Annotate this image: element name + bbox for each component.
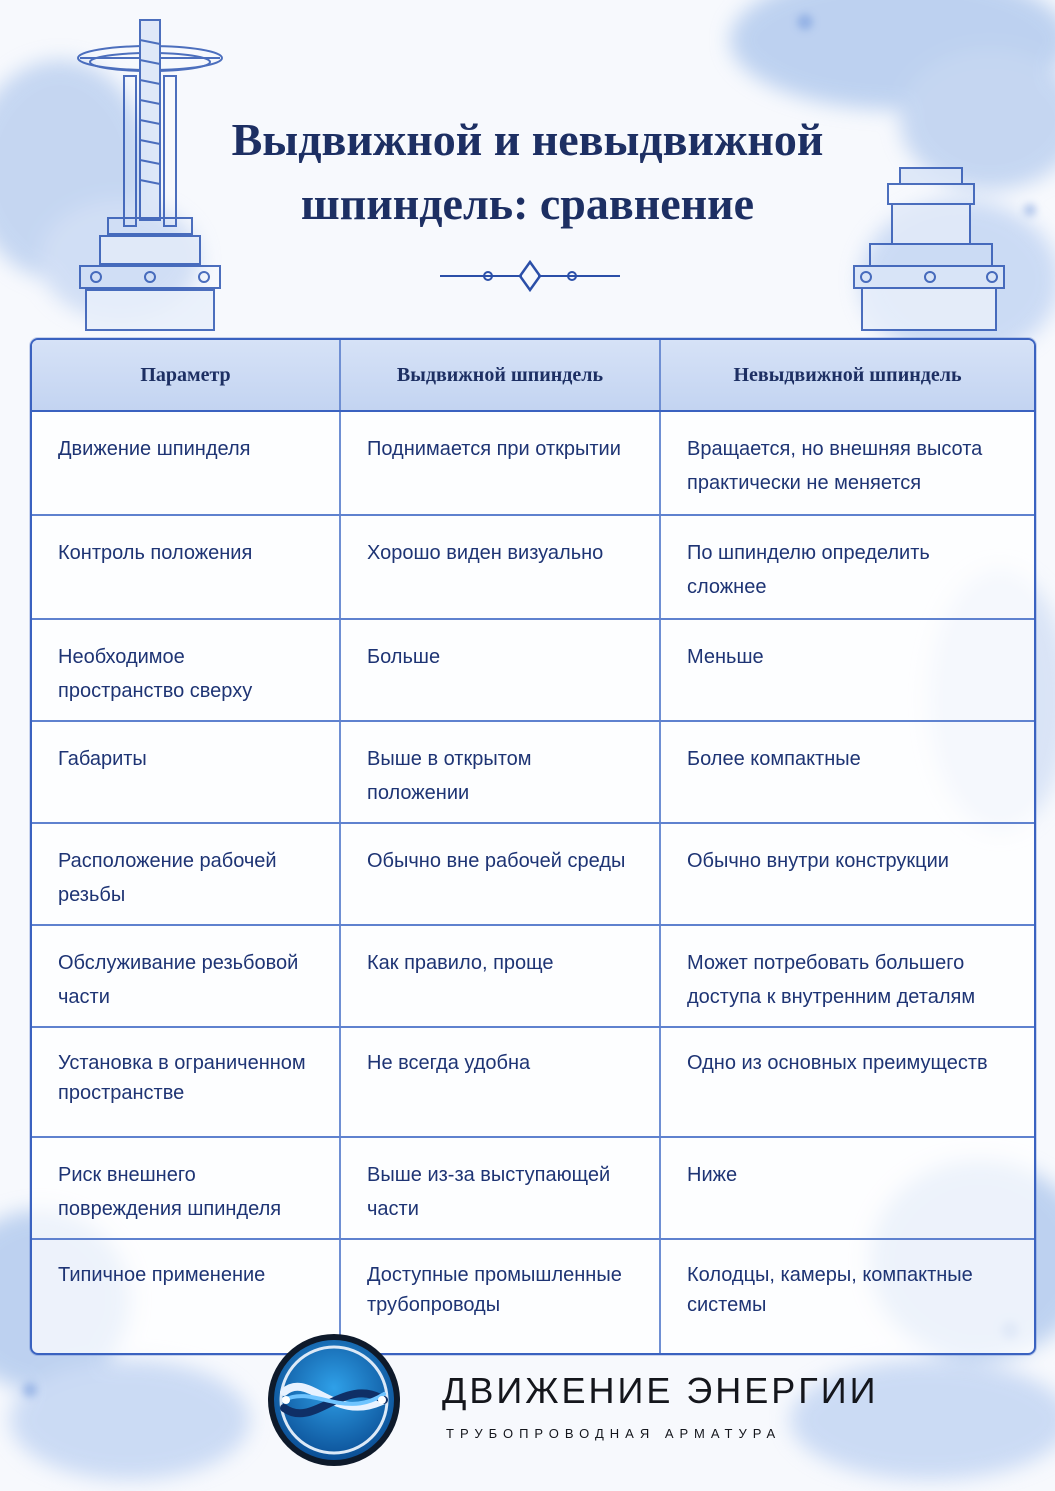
header-rising-stem: Выдвижной шпиндель [340, 340, 660, 411]
divider-ornament-icon [430, 258, 630, 294]
table-cell: Поднимается при открытии [340, 411, 660, 515]
title-line-1: Выдвижной и невыдвижной [231, 114, 824, 165]
table-cell: Обслуживание резьбовой части [32, 925, 340, 1027]
header-non-rising-stem: Невыдвижной шпиндель [660, 340, 1034, 411]
table-row [32, 925, 1034, 1027]
company-logo [264, 1330, 879, 1470]
table-cell: Ниже [660, 1137, 1034, 1239]
table-row [32, 619, 1034, 721]
table-cell: Обычно вне рабочей среды [340, 823, 660, 925]
table-row [32, 823, 1034, 925]
table-header-row [32, 340, 1034, 411]
table-cell: По шпинделю определить сложнее [660, 515, 1034, 619]
table-row [32, 721, 1034, 823]
brand-tagline: ТРУБОПРОВОДНАЯ АРМАТУРА [446, 1426, 782, 1441]
table-cell: Колодцы, камеры, компактные системы [687, 1264, 973, 1316]
comparison-table [30, 338, 1036, 1355]
table-cell: Хорошо виден визуально [340, 515, 660, 619]
table-cell: Меньше [660, 619, 1034, 721]
table-cell: Больше [340, 619, 660, 721]
table-cell: Выше из-за выступающей части [340, 1137, 660, 1239]
table-cell: Выше в открытом положении [340, 721, 660, 823]
page-title [0, 108, 1055, 236]
table-cell: Расположение рабочей резьбы [32, 823, 340, 925]
table-cell: Габариты [32, 721, 340, 823]
table-cell: Установка в ограниченном пространстве [32, 1027, 340, 1137]
twisted-pipes-logo-icon [264, 1330, 404, 1470]
table-row [32, 1027, 1034, 1137]
table-cell: Контроль положения [32, 515, 340, 619]
table-row [32, 515, 1034, 619]
table-row [32, 411, 1034, 515]
table-cell: Одно из основных преимуществ [660, 1027, 1034, 1137]
table-cell: Не всегда удобна [340, 1027, 660, 1137]
table-cell: Движение шпинделя [32, 411, 340, 515]
table-cell: Необходимое пространство сверху [32, 619, 340, 721]
brand-name: ДВИЖЕНИЕ ЭНЕРГИИ [442, 1370, 879, 1411]
table-row [32, 1137, 1034, 1239]
header-parameter: Параметр [32, 340, 340, 411]
table-cell: Более компактные [660, 721, 1034, 823]
table-cell: Как правило, проще [340, 925, 660, 1027]
title-line-2: шпиндель: сравнение [300, 178, 755, 229]
table-cell: Риск внешнего повреждения шпинделя [32, 1137, 340, 1239]
table-cell: Типичное применение [32, 1239, 340, 1353]
table-cell: Вращается, но внешняя высота практически не меняется [660, 411, 1034, 515]
table-cell: Обычно внутри конструкции [660, 823, 1034, 925]
table-cell: Может потребовать большего доступа к внутренним деталям [660, 925, 1034, 1027]
table-cell: Доступные промышленные трубопроводы [340, 1239, 660, 1353]
